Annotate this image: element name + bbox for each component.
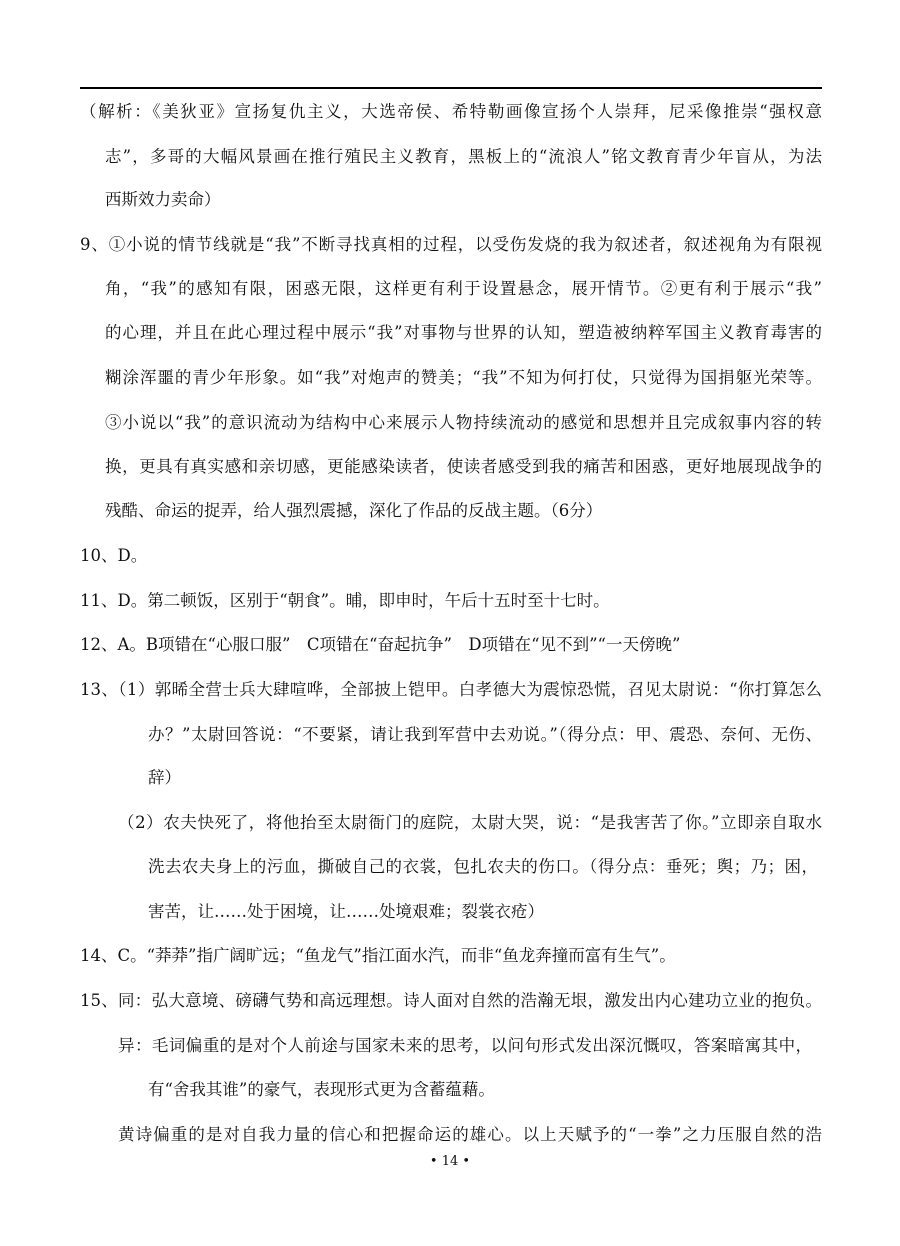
header-rule — [80, 87, 822, 89]
answer-12: 12、A。B项错在“心服口服” C项错在“奋起抗争” D项错在“见不到”“一天傍晚” — [80, 635, 681, 654]
text-line: 换，更具有真实感和亲切感，更能感染读者，使读者感受到我的痛苦和困惑，更好地展现战争的 — [105, 457, 822, 476]
text-line: 洗去农夫身上的污血，撕破自己的衣裳，包扎农夫的伤口。（得分点：垂死；舆；乃；困， — [148, 857, 818, 876]
answer-15: 15、同：弘大意境、磅礴气势和高远理想。诗人面对自然的浩瀚无垠，激发出内心建功立业的抱负。 — [80, 991, 822, 1010]
text-line: 办？”太尉回答说：“不要紧，请让我到军营中去劝说。”（得分点：甲、震恐、奈何、无伤、 — [148, 725, 822, 744]
text-line: 辞） — [148, 768, 181, 787]
answer-9: 9、①小说的情节线就是“我”不断寻找真相的过程，以受伤发烧的我为叙述者，叙述视角为有限视 — [80, 235, 822, 254]
text-line: ③小说以“我”的意识流动为结构中心来展示人物持续流动的感觉和思想并且完成叙事内容的转 — [105, 413, 822, 432]
text-line: 糊涂浑噩的青少年形象。如“我”对炮声的赞美；“我”不知为何打仗，只觉得为国捐躯光荣等。 — [105, 368, 822, 387]
answer-11: 11、D。第二顿饭，区别于“朝食”。晡，即申时，午后十五时至十七时。 — [80, 591, 610, 610]
text-line: 残酷、命运的捉弄，给人强烈震撼，深化了作品的反战主题。（6分） — [105, 501, 603, 520]
answer-13-2: （2）农夫快死了，将他抬至太尉衙门的庭院，太尉大哭，说：“是我害苦了你。”立即亲自取水 — [118, 813, 822, 832]
text-line: （解析：《美狄亚》宣扬复仇主义，大选帝侯、希特勒画像宣扬个人崇拜，尼采像推崇“强权意 — [80, 102, 822, 121]
answer-10: 10、D。 — [80, 546, 148, 565]
text-line: 有“舍我其谁”的豪气，表现形式更为含蓄蕴藉。 — [148, 1080, 495, 1099]
text-line: 西斯效力卖命） — [105, 190, 221, 209]
text-line: 的心理，并且在此心理过程中展示“我”对事物与世界的认知，塑造被纳粹军国主义教育毒害的 — [105, 323, 822, 342]
text-line: 志”，多哥的大幅风景画在推行殖民主义教育，黑板上的“流浪人”铭文教育青少年盲从，为法 — [105, 147, 822, 166]
text-line: 异：毛词偏重的是对个人前途与国家未来的思考，以问句形式发出深沉慨叹，答案暗寓其中， — [118, 1036, 812, 1055]
answer-14: 14、C。“莽莽”指广阔旷远；“鱼龙气”指江面水汽，而非“鱼龙奔撞而富有生气”。 — [80, 946, 676, 965]
answer-13-1: 13、（1）郭晞全营士兵大肆喧哗，全部披上铠甲。白孝德大为震惊恐慌，召见太尉说：“你打算怎么 — [80, 680, 822, 699]
page-number: • 14 • — [429, 1154, 471, 1169]
text-line: 角，“我”的感知有限，困惑无限，这样更有利于设置悬念，展开情节。②更有利于展示“我” — [105, 279, 822, 298]
text-line: 黄诗偏重的是对自我力量的信心和把握命运的雄心。以上天赋予的“一拳”之力压服自然的浩 — [118, 1125, 822, 1144]
text-line: 害苦，让……处于困境，让……处境艰难；裂裳衣疮） — [148, 902, 544, 921]
